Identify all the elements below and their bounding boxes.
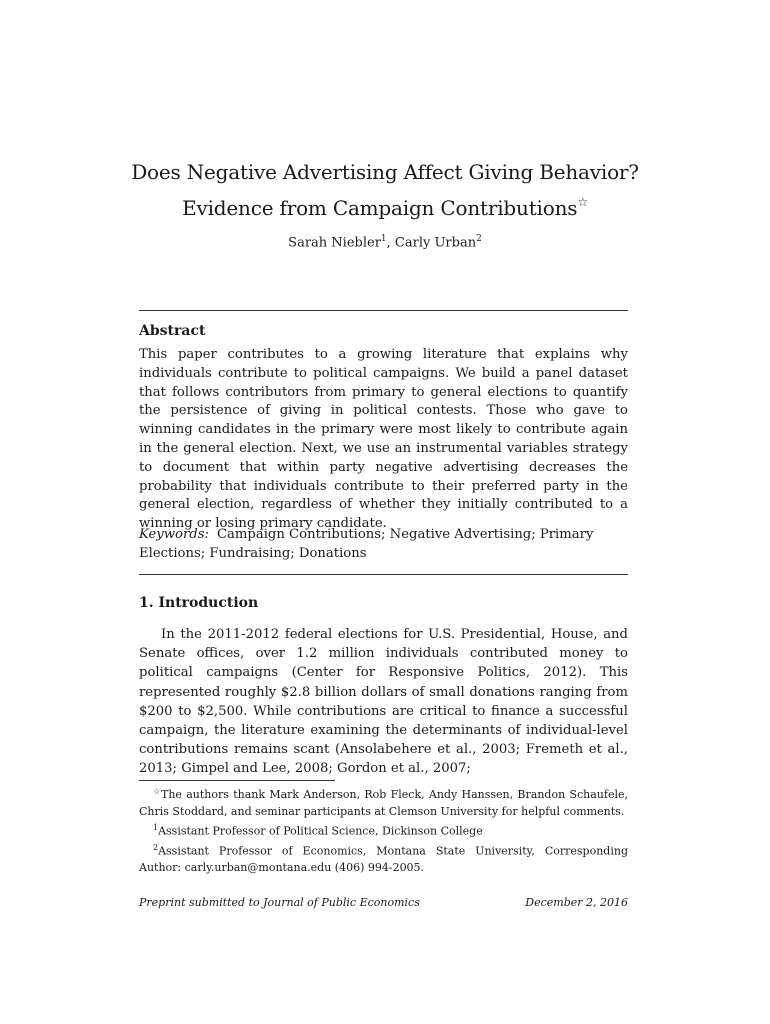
intro-paragraph: In the 2011-2012 federal elections for U.S. Presidential, House, and Senate offices, over 1.2 million individuals contributed money to political campaigns (Center for Responsive Politics, 2012). This represented roughly $2.8 billion dollars of small donations ranging from $200 to $2,500. While contributions are critical to finance a successful campaign, the literature examining the determinants of individual-level contributions remains scant (Ansolabehere et al., 2003; Fremeth et al., 2013; Gimpel and Lee, 2008; Gordon et al., 2007;	[139, 627, 628, 777]
author-affiliation-mark: 2	[476, 234, 482, 244]
footnote-divider	[139, 780, 335, 781]
title-line-2-text: Evidence from Campaign Contributions	[182, 196, 578, 220]
footnote-text: The authors thank Mark Anderson, Rob Fleck, Andy Hanssen, Brandon Schaufele, Chris Stoddard, and seminar participants at Clemson University for helpful comments.	[139, 788, 629, 818]
author-name: Sarah Niebler	[288, 235, 381, 251]
section-heading: 1. Introduction	[139, 595, 259, 611]
footnote-text: Assistant Professor of Economics, Montana State University, Corresponding Author: carly.urban@montana.edu (406) 994-2005.	[139, 844, 628, 875]
keywords-label: Keywords:	[139, 527, 209, 542]
footnote	[139, 820, 628, 840]
paper-title-line-1	[0, 157, 770, 187]
divider	[139, 310, 628, 311]
footnotes	[139, 784, 628, 877]
keywords-text: Campaign Contributions; Negative Advertising; Primary Elections; Fundraising; Donations	[139, 527, 594, 561]
title-line-1-text: Does Negative Advertising Affect Giving Behavior?	[131, 160, 639, 184]
author-list	[0, 234, 770, 250]
footnote	[139, 840, 628, 877]
footnote-mark: 1	[153, 823, 159, 832]
author-name: Carly Urban	[394, 235, 477, 251]
author-separator: ,	[386, 235, 395, 251]
abstract-heading: Abstract	[139, 323, 206, 339]
footnote-mark: 2	[153, 843, 159, 853]
author-affiliation-mark: 1	[380, 234, 387, 244]
abstract-body: This paper contributes to a growing literature that explains why individuals contribute to political campaigns. We build a panel dataset that follows contributors from primary to general elections to quantify the persistence of giving in political contests. Those who gave to winning candidates in the primary were most likely to contribute again in the general election. Next, we use an instrumental variables strategy to document that within party negative advertising decreases the probability that individuals contribute to their preferred party in the general election, regardless of whether they initially contributed to a winning or losing primary candidate.	[139, 347, 628, 532]
footnote-star-icon: ☆	[153, 787, 161, 796]
submission-date: December 2, 2016	[525, 896, 628, 909]
keywords	[139, 526, 628, 564]
paper-title-line-2	[0, 187, 770, 223]
preprint-note: Preprint submitted to Journal of Public Economics	[139, 896, 420, 909]
title-footnote-star-icon: ☆	[577, 195, 588, 209]
footnote	[139, 784, 628, 820]
footnote-text: Assistant Professor of Political Science, Dickinson College	[158, 824, 483, 838]
divider	[139, 574, 628, 575]
